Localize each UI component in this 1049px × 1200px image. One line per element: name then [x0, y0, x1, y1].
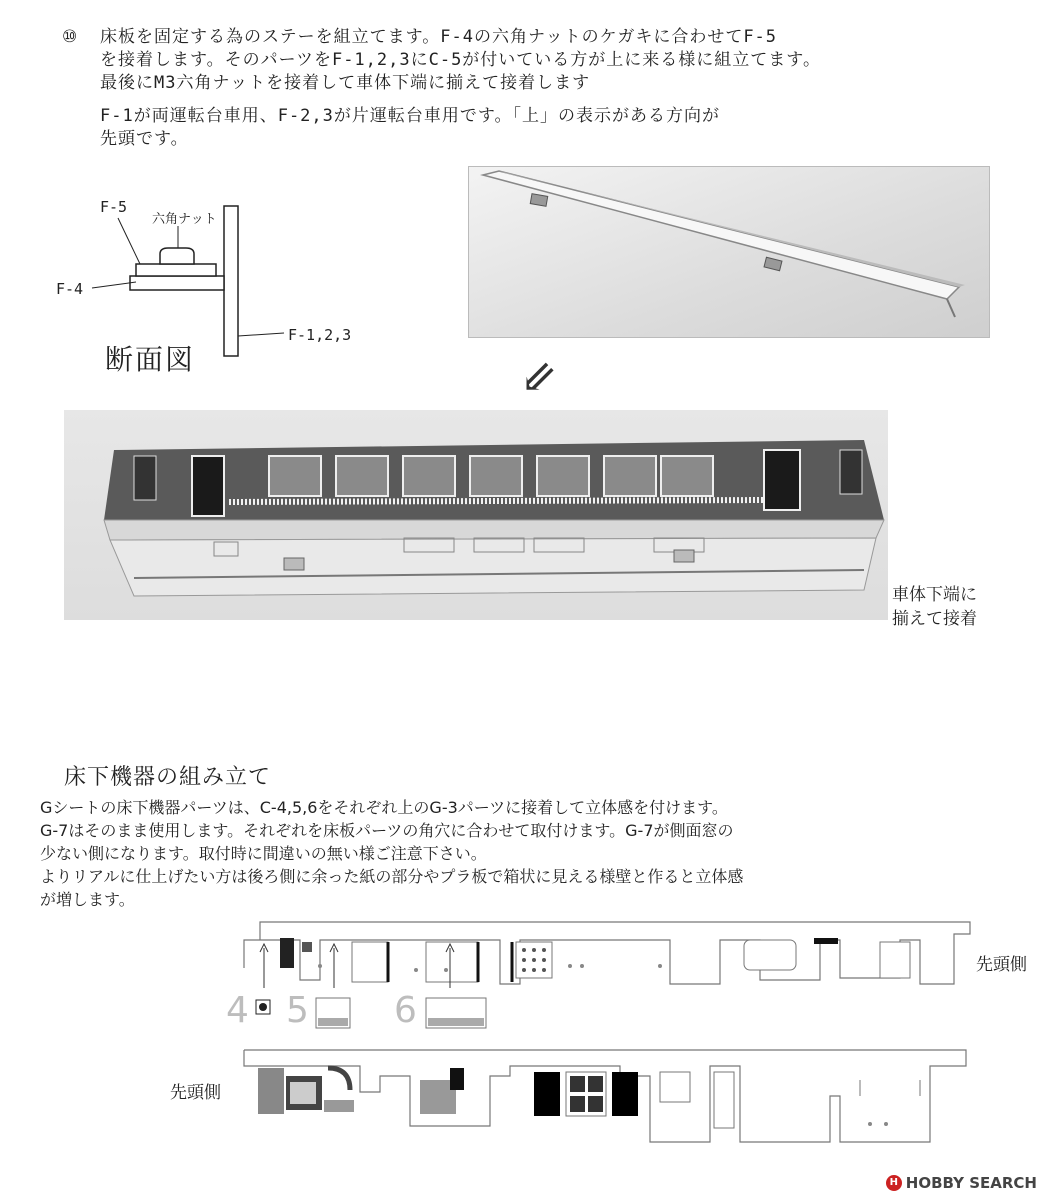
hobby-search-logo-icon: H	[886, 1175, 902, 1191]
parts-sheet-upper-drawing	[240, 918, 975, 988]
step-number: ⑩	[62, 27, 79, 47]
stay-part-image	[469, 167, 989, 337]
underfloor-instructions	[40, 796, 1020, 911]
front-side-label-upper: 先頭側	[976, 955, 1027, 975]
cross-section-diagram	[48, 196, 388, 366]
step-10-instructions	[62, 26, 962, 151]
part-number-4: 4	[226, 990, 249, 1031]
step-line: 床板を固定する為のステーを組立てます。F-4の六角ナットのケガキに合わせてF-5	[100, 27, 778, 47]
body-line: G-7はそのまま使用します。それぞれを床板パーツの角穴に合わせて取付けます。G-7が側面窓の	[40, 821, 734, 840]
parts-sheet-upper	[240, 918, 975, 988]
caption-line: 車体下端に	[892, 585, 977, 605]
body-line: 少ない側になります。取付時に間違いの無い様ご注意下さい。	[40, 844, 487, 863]
step-note	[100, 105, 962, 151]
step-line: 最後にM3六角ナットを接着して車体下端に揃えて接着します	[100, 73, 591, 93]
down-left-arrow-icon: ⇙	[520, 352, 557, 403]
cross-section-title: 断面図	[105, 343, 196, 376]
note-line: F-1が両運転台車用、F-2,3が片運転台車用です。「上」の表示がある方向が	[100, 106, 721, 126]
body-line: Gシートの床下機器パーツは、C-4,5,6をそれぞれ上のG-3パーツに接着して立体感を付けます。	[40, 798, 728, 817]
label-f4: F-4	[56, 280, 84, 298]
watermark-text: HOBBY SEARCH	[905, 1174, 1037, 1192]
underfloor-section-title: 床下機器の組み立て	[64, 765, 272, 790]
label-f123: F-1,2,3	[288, 326, 352, 344]
small-parts-drawing	[254, 996, 494, 1032]
small-parts-row	[254, 996, 494, 1032]
photo-caption	[892, 583, 977, 631]
car-body-image	[64, 410, 888, 620]
stay-part-photo	[468, 166, 990, 338]
parts-sheet-lower-drawing	[240, 1046, 970, 1146]
step-paragraph	[100, 26, 962, 95]
car-body-photo	[64, 410, 888, 620]
caption-line: 揃えて接着	[892, 609, 977, 629]
body-line: よりリアルに仕上げたい方は後ろ側に余った紙の部分やプラ板で箱状に見える様壁と作ると立体感	[40, 867, 744, 886]
part-number-5: 5	[286, 990, 309, 1031]
hobby-search-watermark	[886, 1174, 1037, 1192]
parts-sheet-lower	[240, 1046, 970, 1146]
note-line: 先頭です。	[100, 129, 189, 149]
label-f5: F-5	[100, 198, 128, 216]
step-line: を接着します。そのパーツをF-1,2,3にC-5が付いている方が上に来る様に組立てます。	[100, 50, 821, 70]
front-side-label-lower: 先頭側	[170, 1083, 221, 1103]
body-line: が増します。	[40, 890, 135, 909]
label-hex-nut: 六角ナット	[152, 212, 217, 227]
part-number-6: 6	[394, 990, 417, 1031]
